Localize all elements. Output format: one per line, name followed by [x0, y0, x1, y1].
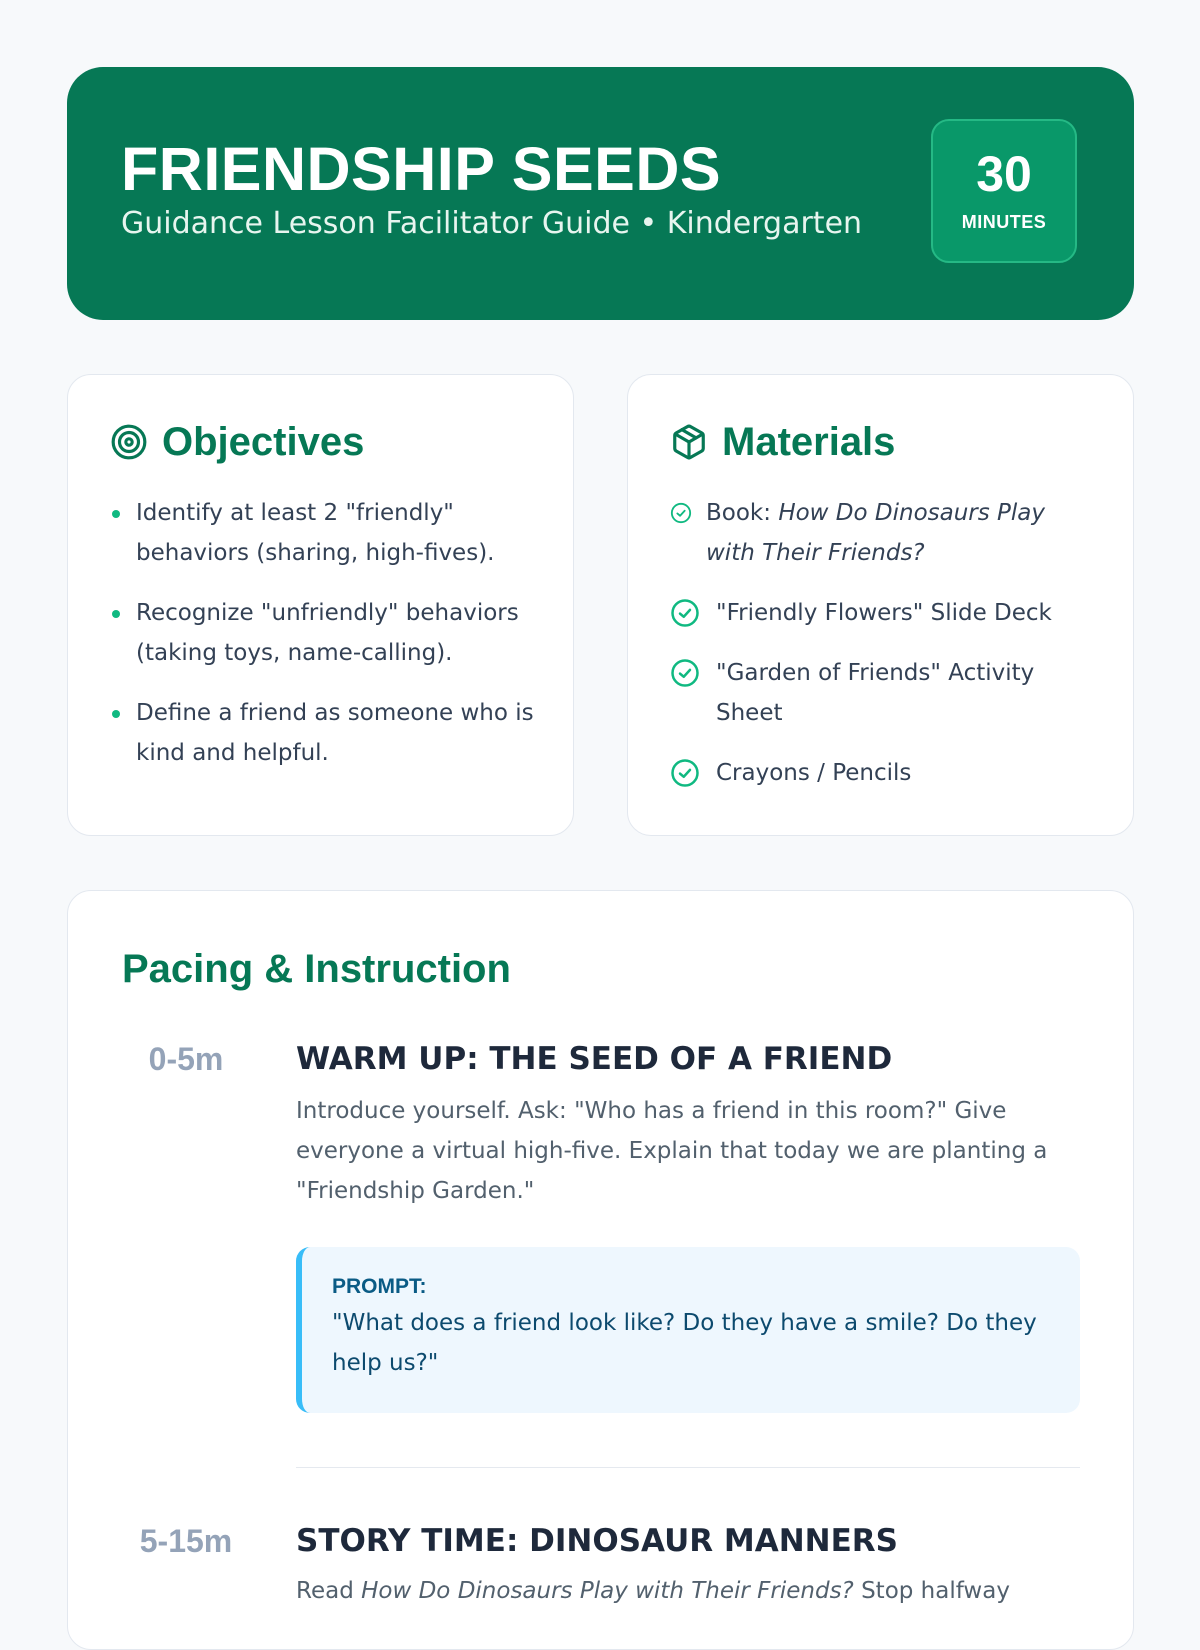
step-time: 0-5m: [148, 1041, 224, 1077]
pacing-title: Pacing & Instruction: [122, 947, 511, 991]
bullet-dot-icon: [112, 610, 120, 618]
objectives-heading: [110, 417, 364, 467]
check-circle-icon: [670, 598, 700, 628]
step-description: Read How Do Dinosaurs Play with Their Friends? Stop halfway: [296, 1578, 1010, 1604]
bullet-dot-icon: [112, 710, 120, 718]
bullet-dot-icon: [112, 510, 120, 518]
objectives-list: [110, 493, 540, 793]
box-icon: [670, 423, 708, 461]
step-title: WARM UP: THE SEED OF A FRIEND: [296, 1041, 893, 1077]
materials-heading: [670, 417, 895, 467]
step-description: Introduce yourself. Ask: "Who has a friend in this room?" Give everyone a virtual high-five. Explain that today we are planting a "Friendship Garden.": [296, 1098, 1048, 1204]
lesson-subtitle: Guidance Lesson Facilitator Guide • Kindergarten: [121, 206, 863, 241]
check-circle-icon: [670, 502, 692, 524]
objectives-card: [67, 374, 574, 836]
target-icon: [110, 423, 148, 461]
check-circle-icon: [670, 758, 700, 788]
material-item: Crayons / Pencils: [670, 753, 1100, 793]
prompt-text: "What does a friend look like? Do they have a smile? Do they help us?": [332, 1310, 1037, 1376]
step-time: 5-15m: [139, 1523, 233, 1559]
duration-unit: MINUTES: [961, 212, 1047, 232]
prompt-callout: [296, 1247, 1080, 1413]
material-item: "Friendly Flowers" Slide Deck: [670, 593, 1100, 633]
objective-item: Recognize "unfriendly" behaviors (taking toys, name-calling).: [110, 593, 540, 673]
duration-badge: [931, 119, 1077, 263]
prompt-label: PROMPT:: [332, 1275, 427, 1298]
step-title: STORY TIME: DINOSAUR MANNERS: [296, 1523, 899, 1559]
materials-list: [670, 493, 1100, 813]
check-circle-icon: [670, 658, 700, 688]
step-divider: [296, 1467, 1080, 1468]
pacing-card: [67, 890, 1134, 1650]
materials-card: [627, 374, 1134, 836]
materials-title: Materials: [722, 419, 896, 464]
lesson-title: FRIENDSHIP SEEDS: [121, 135, 722, 203]
objective-item: Define a friend as someone who is kind and helpful.: [110, 693, 540, 773]
objective-item: Identify at least 2 "friendly" behaviors (sharing, high-fives).: [110, 493, 540, 573]
duration-value: 30: [976, 146, 1032, 202]
objectives-title: Objectives: [162, 419, 365, 464]
lesson-header: [67, 67, 1134, 320]
material-item: Book: How Do Dinosaurs Play with Their Friends?: [670, 493, 1100, 573]
material-item: "Garden of Friends" Activity Sheet: [670, 653, 1100, 733]
